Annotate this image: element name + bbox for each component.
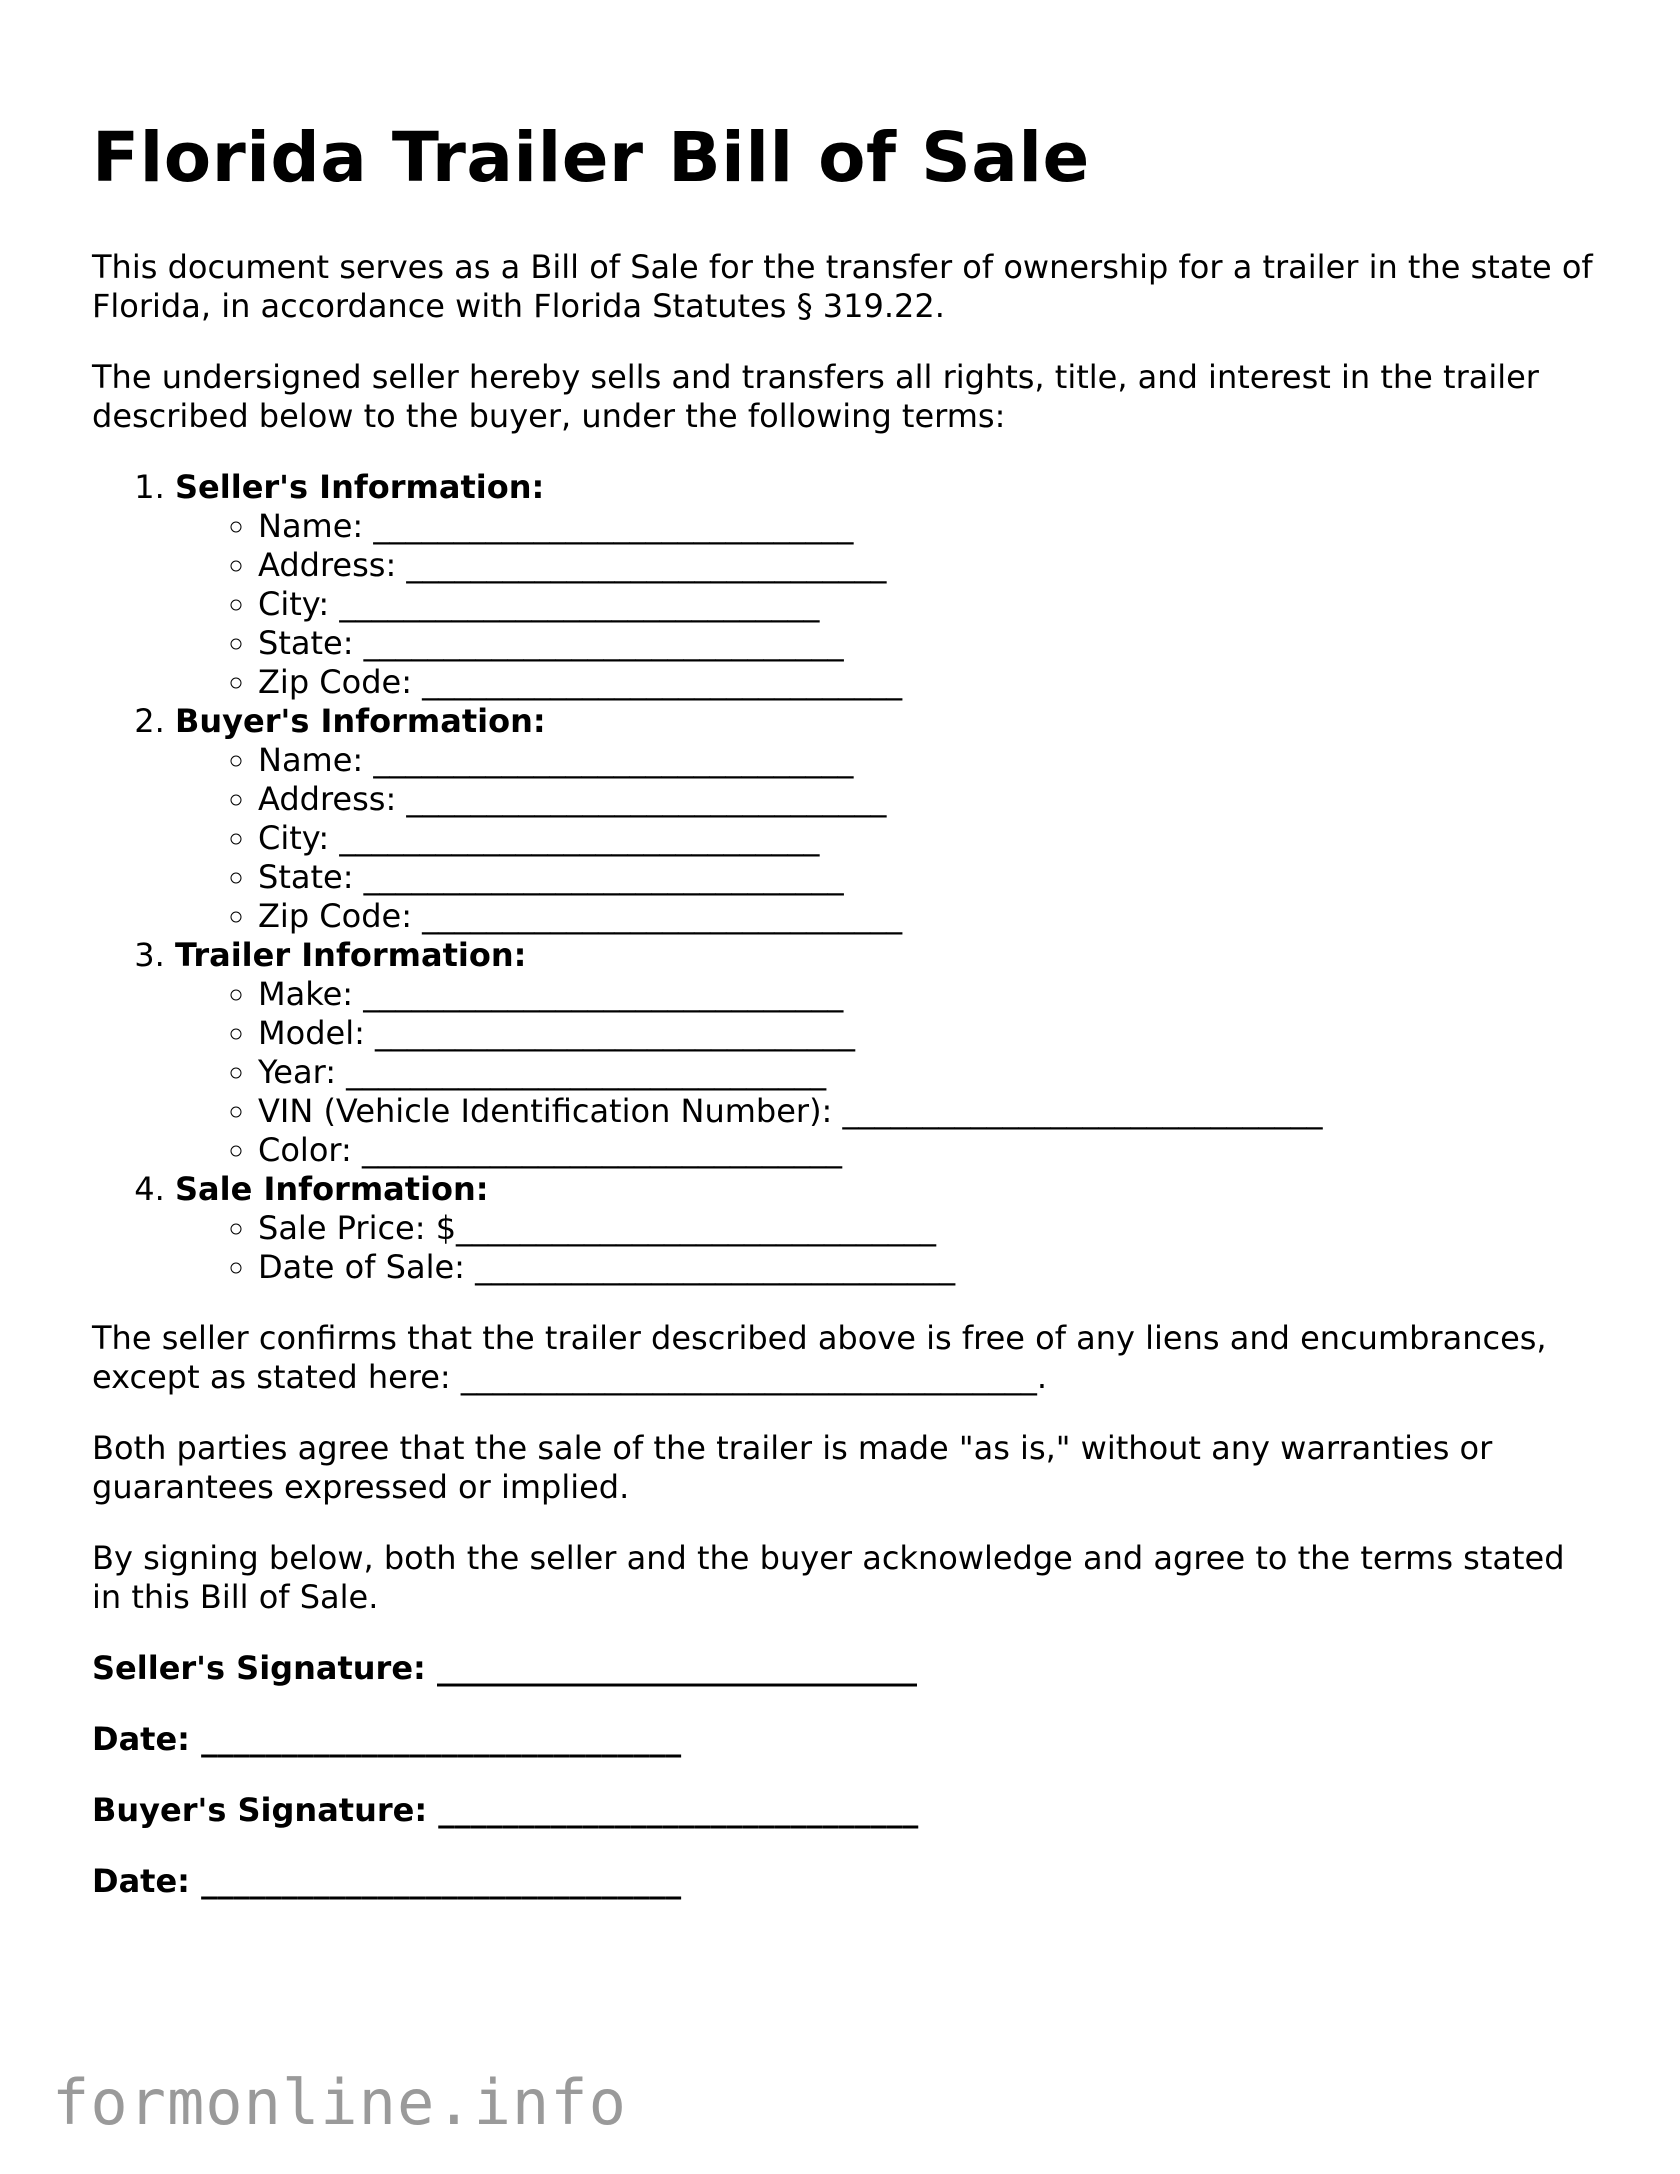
buyer-fields — [175, 741, 1602, 936]
liens-statement: The seller confirms that the trailer described above is free of any liens and encumbrances, except as stated here: ____________________________________. — [92, 1319, 1547, 1396]
sale-price-field: ◦ Sale Price: $______________________________ — [258, 1209, 1602, 1248]
sale-fields — [175, 1209, 1602, 1287]
buyer-state-field: ◦ State: ______________________________ — [258, 858, 1602, 897]
document-title: Florida Trailer Bill of Sale — [92, 118, 1090, 198]
document-page — [92, 112, 1602, 1933]
acknowledgement-paragraph: By signing below, both the seller and the buyer acknowledge and agree to the terms stated in this Bill of Sale. — [92, 1539, 1565, 1616]
trailer-model-field: ◦ Model: ______________________________ — [258, 1014, 1602, 1053]
seller-address-field: ◦ Address: ______________________________ — [258, 546, 1602, 585]
transfer-statement: The undersigned seller hereby sells and transfers all rights, title, and interest in the trailer described below to the buyer, under the following terms: — [92, 358, 1539, 435]
section-title: Seller's Information: — [175, 468, 545, 506]
seller-fields — [175, 507, 1602, 702]
section-trailer-info — [175, 936, 1602, 1170]
section-title: Sale Information: — [175, 1170, 489, 1208]
seller-state-field: ◦ State: ______________________________ — [258, 624, 1602, 663]
watermark: formonline.info — [52, 2066, 627, 2139]
section-sale-info — [175, 1170, 1602, 1287]
terms-list — [92, 468, 1602, 1287]
trailer-year-field: ◦ Year: ______________________________ — [258, 1053, 1602, 1092]
intro-paragraph: This document serves as a Bill of Sale for the transfer of ownership for a trailer in the state of Florida, in accordance with Florida Statutes § 319.22. — [92, 248, 1593, 325]
section-title: Buyer's Information: — [175, 702, 546, 740]
as-is-statement: Both parties agree that the sale of the trailer is made "as is," without any warranties or guarantees expressed or implied. — [92, 1429, 1493, 1506]
seller-zip-field: ◦ Zip Code: ______________________________ — [258, 663, 1602, 702]
trailer-vin-field: ◦ VIN (Vehicle Identification Number): ______________________________ — [258, 1092, 1602, 1131]
section-title: Trailer Information: — [175, 936, 527, 974]
buyer-address-field: ◦ Address: ______________________________ — [258, 780, 1602, 819]
trailer-make-field: ◦ Make: ______________________________ — [258, 975, 1602, 1014]
section-buyer-info — [175, 702, 1602, 936]
trailer-fields — [175, 975, 1602, 1170]
trailer-color-field: ◦ Color: ______________________________ — [258, 1131, 1602, 1170]
seller-name-field: ◦ Name: ______________________________ — [258, 507, 1602, 546]
section-seller-info — [175, 468, 1602, 702]
buyer-name-field: ◦ Name: ______________________________ — [258, 741, 1602, 780]
seller-date-line: Date: ______________________________ — [92, 1720, 682, 1758]
seller-signature-line: Seller's Signature: ______________________________ — [92, 1649, 917, 1687]
buyer-date-line: Date: ______________________________ — [92, 1862, 682, 1900]
buyer-city-field: ◦ City: ______________________________ — [258, 819, 1602, 858]
seller-city-field: ◦ City: ______________________________ — [258, 585, 1602, 624]
buyer-signature-line: Buyer's Signature: ______________________________ — [92, 1791, 919, 1829]
buyer-zip-field: ◦ Zip Code: ______________________________ — [258, 897, 1602, 936]
sale-date-field: ◦ Date of Sale: ______________________________ — [258, 1248, 1602, 1287]
